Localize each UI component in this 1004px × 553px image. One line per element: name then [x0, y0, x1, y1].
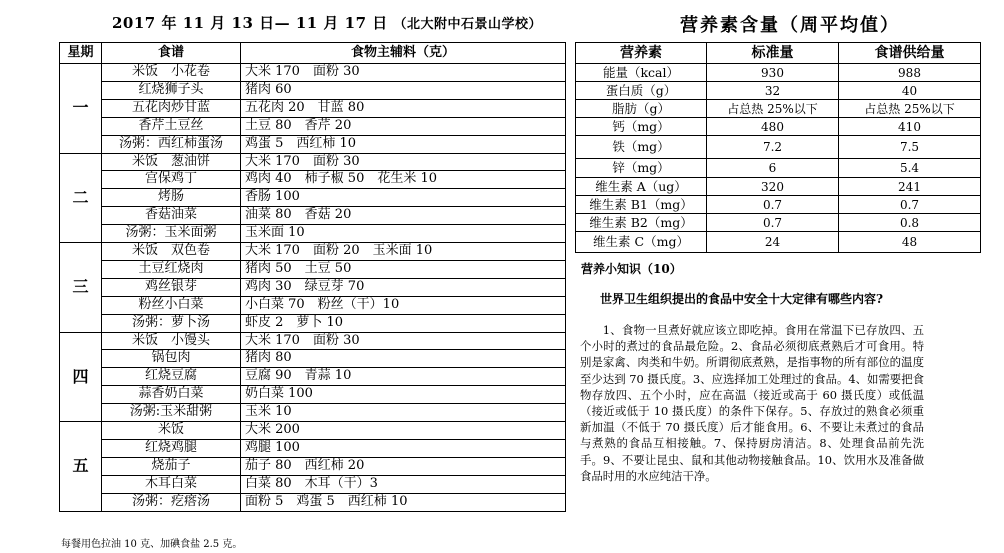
supply-value: 0.8 — [839, 214, 981, 232]
recipe-cell — [102, 332, 241, 422]
ingredient-list: 猪肉 50 土豆 50 — [241, 260, 565, 278]
nutrient-name: 脂肪（g） — [576, 100, 707, 118]
dish-name: 木耳白菜 — [102, 475, 240, 493]
header-ingredients: 食物主辅料（克） — [241, 43, 566, 64]
ingredient-list: 大米 170 面粉 30 — [245, 332, 360, 348]
dish-name: 汤粥：西红柿蛋汤 — [102, 135, 240, 153]
nutrient-name: 铁（mg） — [576, 136, 707, 159]
ingredient-list: 玉米面 10 — [241, 224, 565, 242]
ingredient-list: 土豆 80 香芹 20 — [241, 117, 565, 135]
menu-table — [59, 42, 566, 512]
ingredient-list: 面粉 5 鸡蛋 5 西红柿 10 — [241, 493, 565, 511]
ingredient-list: 白菜 80 木耳（干）3 — [241, 475, 565, 493]
standard-value: 0.7 — [707, 214, 839, 232]
ingredients-cell — [241, 422, 566, 512]
dish-name: 汤粥：疙瘩汤 — [102, 493, 240, 511]
standard-value: 320 — [707, 178, 839, 196]
ingredient-list: 大米 170 面粉 20 玉米面 10 — [245, 243, 433, 258]
dish-name: 烤肠 — [102, 188, 240, 206]
standard-value: 930 — [707, 64, 839, 82]
nutrition-body — [576, 64, 981, 253]
header-nutrient: 营养素 — [576, 43, 707, 64]
nutrient-row — [576, 82, 981, 100]
ingredient-list: 猪肉 60 — [241, 81, 565, 99]
ingredient-list: 大米 170 面粉 30 — [245, 64, 360, 79]
ingredients-cell — [241, 153, 566, 243]
supply-value: 5.4 — [839, 159, 981, 178]
nutrition-title: 营养素含量（周平均值） — [680, 15, 900, 36]
menu-footnote: 每餐用色拉油 10 克、加碘食盐 2.5 克。 — [61, 539, 243, 550]
header-weekday: 星期 — [60, 43, 102, 64]
standard-value: 32 — [707, 82, 839, 100]
school-name: （北大附中石景山学校） — [393, 17, 542, 32]
supply-value: 占总热 25%以下 — [839, 100, 981, 118]
weekday-cell: 四 — [60, 332, 102, 422]
dish-name: 米饭 葱油饼 — [131, 153, 210, 169]
dish-name: 五花肉炒甘蓝 — [102, 99, 240, 117]
ingredient-list: 小白菜 70 粉丝（干）10 — [241, 296, 565, 314]
nutrient-row — [576, 196, 981, 214]
supply-value: 241 — [839, 178, 981, 196]
standard-value: 480 — [707, 118, 839, 136]
dish-name: 红烧狮子头 — [102, 81, 240, 99]
weekday-cell: 二 — [60, 153, 102, 243]
standard-value: 7.2 — [707, 136, 839, 159]
day-row — [60, 243, 566, 333]
nutrient-row — [576, 178, 981, 196]
day-row — [60, 153, 566, 243]
knowledge-body: 1、食物一旦煮好就应该立即吃掉。食用在常温下已存放四、五个小时的煮过的食品最危险。2、食品必须彻底煮熟后才可食用。特别是家禽、肉类和牛奶。所谓彻底煮熟，是指事物的所有部位的温度至少达到 70 摄氏度。3、应选择加工处理过的食品。4、如需要把食物存放四、五个小时，应在高温（接近或高于 60 摄氏度）或低温（接近或低于 10 摄氏度）的条件下保存。5、存放过的熟食必须重新加温（不低于 70 摄氏度）后才能食用。6、不要让未煮过的食品与煮熟的食品互相接触。7、保持厨房清洁。8、处理食品前先洗手。9、不要让昆虫、鼠和其他动物接触食品。10、饮用水及准备做食品时用的水应纯洁干净。 — [580, 323, 924, 483]
knowledge-title: 营养小知识（10） — [581, 262, 682, 276]
nutrient-name: 维生素 B2（mg） — [576, 214, 707, 232]
header-standard: 标准量 — [707, 43, 839, 64]
weekday-cell: 五 — [60, 422, 102, 512]
ingredient-list: 茄子 80 西红柿 20 — [241, 457, 565, 475]
supply-value: 410 — [839, 118, 981, 136]
dish-name: 红烧鸡腿 — [102, 439, 240, 457]
ingredient-list: 玉米 10 — [241, 403, 565, 421]
ingredient-list: 猪肉 80 — [241, 349, 565, 367]
supply-value: 0.7 — [839, 196, 981, 214]
dish-name: 红烧豆腐 — [102, 367, 240, 385]
header-supply: 食谱供给量 — [839, 43, 981, 64]
supply-value: 48 — [839, 232, 981, 253]
dish-name: 蒜香奶白菜 — [102, 385, 240, 403]
day-row — [60, 422, 566, 512]
ingredient-list: 五花肉 20 甘蓝 80 — [241, 99, 565, 117]
nutrient-name: 蛋白质（g） — [576, 82, 707, 100]
nutrient-row — [576, 159, 981, 178]
ingredient-list: 豆腐 90 青蒜 10 — [241, 367, 565, 385]
nutrient-row — [576, 214, 981, 232]
ingredients-cell — [241, 243, 566, 333]
nutrient-row — [576, 136, 981, 159]
dish-name: 烧茄子 — [102, 457, 240, 475]
recipe-cell — [102, 243, 241, 333]
ingredients-cell — [241, 332, 566, 422]
ingredient-list: 鸡肉 30 绿豆芽 70 — [241, 278, 565, 296]
knowledge-question: 世界卫生组织提出的食品中安全十大定律有哪些内容? — [600, 292, 884, 306]
nutrient-name: 维生素 A（ug） — [576, 178, 707, 196]
ingredient-list: 香肠 100 — [241, 188, 565, 206]
nutrient-row — [576, 100, 981, 118]
nutrient-row — [576, 118, 981, 136]
ingredient-list: 大米 200 — [245, 422, 300, 437]
menu-header-row — [60, 43, 566, 64]
nutrient-name: 维生素 C（mg） — [576, 232, 707, 253]
recipe-cell — [102, 153, 241, 243]
menu-title — [112, 12, 542, 33]
dish-name: 香芹土豆丝 — [102, 117, 240, 135]
ingredient-list: 鸡腿 100 — [241, 439, 565, 457]
dish-name: 粉丝小白菜 — [102, 296, 240, 314]
day-row — [60, 64, 566, 154]
nutrient-name: 钙（mg） — [576, 118, 707, 136]
supply-value: 7.5 — [839, 136, 981, 159]
standard-value: 占总热 25%以下 — [707, 100, 839, 118]
day-row — [60, 332, 566, 422]
dish-name: 锅包肉 — [102, 349, 240, 367]
nutrient-name: 能量（kcal） — [576, 64, 707, 82]
ingredient-list: 鸡蛋 5 西红柿 10 — [241, 135, 565, 153]
nutrition-table — [575, 42, 981, 253]
dish-name: 宫保鸡丁 — [102, 170, 240, 188]
nutrient-row — [576, 232, 981, 253]
header-recipe: 食谱 — [102, 43, 241, 64]
ingredient-list: 奶白菜 100 — [241, 385, 565, 403]
standard-value: 24 — [707, 232, 839, 253]
dish-name: 米饭 小馒头 — [131, 332, 210, 348]
ingredient-list: 大米 170 面粉 30 — [245, 153, 360, 169]
dish-name: 土豆红烧肉 — [102, 260, 240, 278]
nutrition-header-row — [576, 43, 981, 64]
ingredients-cell — [241, 64, 566, 154]
dish-name: 米饭 双色卷 — [131, 243, 210, 258]
ingredient-list: 鸡肉 40 柿子椒 50 花生米 10 — [241, 170, 565, 188]
nutrient-row — [576, 64, 981, 82]
menu-date-range: 2017 年 11 月 13 日— 11 月 17 日 — [112, 14, 388, 32]
ingredient-list: 虾皮 2 萝卜 10 — [241, 314, 565, 332]
dish-name: 汤粥:玉米甜粥 — [102, 403, 240, 421]
weekday-cell: 三 — [60, 243, 102, 333]
dish-name: 米饭 — [157, 422, 184, 437]
standard-value: 0.7 — [707, 196, 839, 214]
supply-value: 40 — [839, 82, 981, 100]
nutrient-name: 锌（mg） — [576, 159, 707, 178]
recipe-cell — [102, 422, 241, 512]
nutrient-name: 维生素 B1（mg） — [576, 196, 707, 214]
dish-name: 汤粥：萝卜汤 — [102, 314, 240, 332]
ingredient-list: 油菜 80 香菇 20 — [241, 206, 565, 224]
supply-value: 988 — [839, 64, 981, 82]
dish-name: 汤粥：玉米面粥 — [102, 224, 240, 242]
standard-value: 6 — [707, 159, 839, 178]
menu-body — [60, 64, 566, 512]
weekday-cell: 一 — [60, 64, 102, 154]
dish-name: 米饭 小花卷 — [131, 64, 210, 79]
recipe-cell — [102, 64, 241, 154]
dish-name: 香菇油菜 — [102, 206, 240, 224]
dish-name: 鸡丝银芽 — [102, 278, 240, 296]
